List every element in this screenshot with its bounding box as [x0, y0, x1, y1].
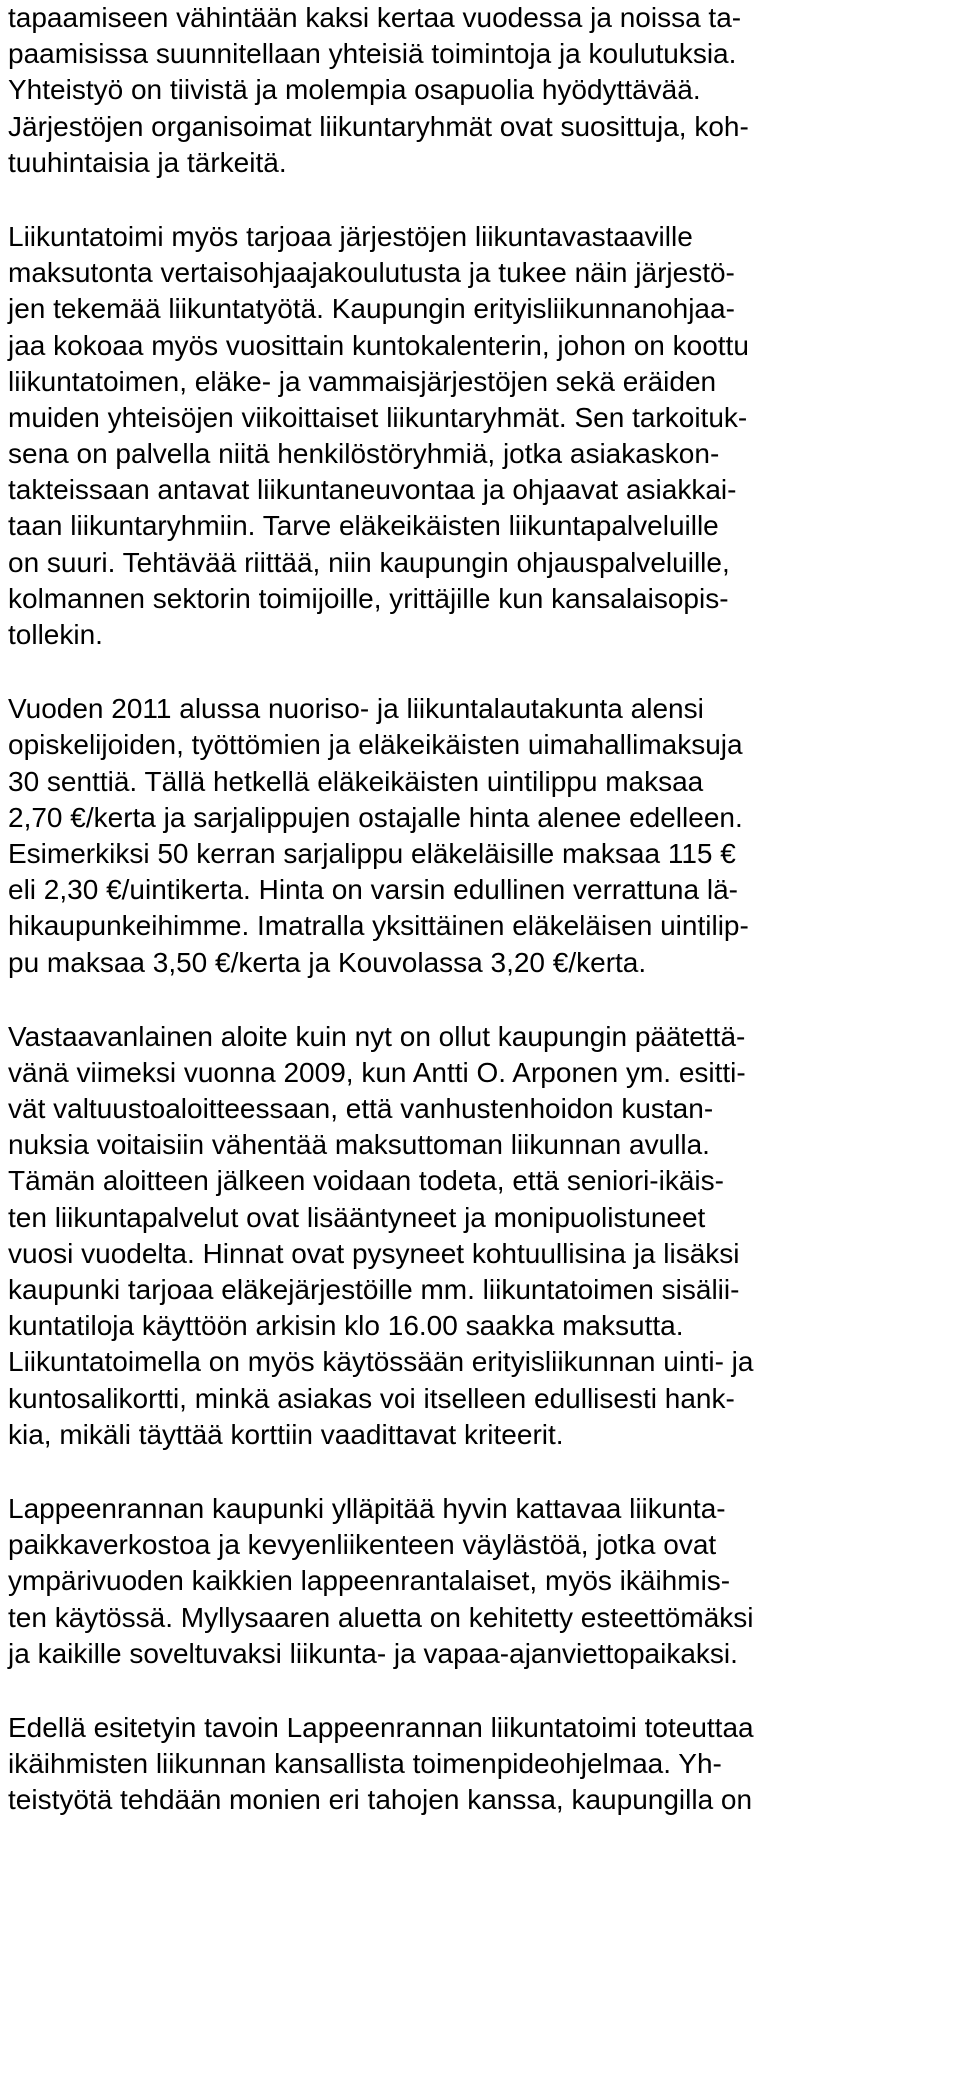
text-line: ympärivuoden kaikkien lappeenrantalaiset, myös ikäihmis-: [8, 1565, 731, 1597]
text-line: kolmannen sektorin toimijoille, yrittäjille kun kansalaisopis-: [8, 582, 729, 614]
text-line: Lappeenrannan kaupunki ylläpitää hyvin kattavaa liikunta-: [8, 1492, 726, 1524]
text-line: Esimerkiksi 50 kerran sarjalippu eläkeläisille maksaa 115 €: [8, 837, 736, 869]
text-line: tapaamiseen vähintään kaksi kertaa vuodessa ja noissa ta-: [8, 2, 742, 33]
text-line: ten liikuntapalvelut ovat lisääntyneet ja monipuolistuneet: [8, 1201, 706, 1233]
text-line: takteissaan antavat liikuntaneuvontaa ja ohjaavat asiakkai-: [8, 474, 737, 506]
text-line: Järjestöjen organisoimat liikuntaryhmät ovat suosittuja, koh-: [8, 110, 749, 142]
text-line: Tämän aloitteen jälkeen voidaan todeta, että seniori-ikäis-: [8, 1165, 724, 1197]
text-line: liikuntatoimen, eläke- ja vammaisjärjestöjen sekä eräiden: [8, 365, 717, 397]
text-line: eli 2,30 €/uintikerta. Hinta on varsin edullinen verrattuna lä-: [8, 874, 738, 906]
text-line: hikaupunkeihimme. Imatralla yksittäinen eläkeläisen uintilip-: [8, 910, 749, 942]
text-line: ten käytössä. Myllysaaren aluetta on kehitetty esteettömäksi: [8, 1601, 754, 1633]
paragraph-3: [8, 691, 954, 981]
text-line: Liikuntatoimella on myös käytössään erityisliikunnan uinti- ja: [8, 1346, 754, 1378]
text-line: muiden yhteisöjen viikoittaiset liikuntaryhmät. Sen tarkoituk-: [8, 401, 748, 433]
text-line: maksutonta vertaisohjaajakoulutusta ja tukee näin järjestö-: [8, 257, 735, 289]
text-line: ikäihmisten liikunnan kansallista toimenpideohjelmaa. Yh-: [8, 1748, 722, 1780]
text-line: 30 senttiä. Tällä hetkellä eläkeikäisten uintilippu maksaa: [8, 765, 704, 797]
paragraph-4: [8, 1019, 954, 1453]
paragraph-2: [8, 219, 954, 653]
text-line: tuuhintaisia ja tärkeitä.: [8, 146, 287, 178]
text-line: Yhteistyö on tiivistä ja molempia osapuolia hyödyttävää.: [8, 74, 701, 106]
paragraph-gap: [8, 653, 954, 691]
text-line: kuntosalikortti, minkä asiakas voi itselleen edullisesti hank-: [8, 1382, 735, 1414]
paragraph-5: [8, 1491, 954, 1672]
text-line: tollekin.: [8, 619, 103, 650]
text-line: Liikuntatoimi myös tarjoaa järjestöjen liikuntavastaaville: [8, 220, 693, 252]
text-line: vänä viimeksi vuonna 2009, kun Antti O. Arponen ym. esitti-: [8, 1056, 746, 1088]
text-line: paamisissa suunnitellaan yhteisiä toimintoja ja koulutuksia.: [8, 38, 737, 70]
paragraph-gap: [8, 1453, 954, 1491]
text-line: Vuoden 2011 alussa nuoriso- ja liikuntalautakunta alensi: [8, 693, 704, 725]
text-line: kaupunki tarjoaa eläkejärjestöille mm. liikuntatoimen sisälii-: [8, 1274, 740, 1305]
text-line: kia, mikäli täyttää korttiin vaadittavat kriteerit.: [8, 1418, 564, 1450]
text-line: vuosi vuodelta. Hinnat ovat pysyneet kohtuullisina ja lisäksi: [8, 1237, 740, 1269]
text-line: jaa kokoaa myös vuosittain kuntokalenterin, johon on koottu: [8, 329, 749, 361]
text-line: Vastaavanlainen aloite kuin nyt on ollut kaupungin päätettä-: [8, 1020, 746, 1052]
text-line: ja kaikille soveltuvaksi liikunta- ja vapaa-ajanviettopaikaksi.: [8, 1637, 738, 1669]
text-line: pu maksaa 3,50 €/kerta ja Kouvolassa 3,20 €/kerta.: [8, 946, 647, 978]
text-line: opiskelijoiden, työttömien ja eläkeikäisten uimahallimaksuja: [8, 729, 743, 761]
text-line: sena on palvella niitä henkilöstöryhmiä, jotka asiakaskon-: [8, 438, 720, 470]
paragraph-6: [8, 1710, 954, 1819]
document-page: [8, 0, 954, 1818]
paragraph-1: [8, 0, 954, 181]
paragraph-gap: [8, 981, 954, 1019]
text-line: paikkaverkostoa ja kevyenliikenteen väylästöä, jotka ovat: [8, 1529, 717, 1561]
text-line: Edellä esitetyin tavoin Lappeenrannan liikuntatoimi toteuttaa: [8, 1711, 754, 1743]
text-line: jen tekemää liikuntatyötä. Kaupungin erityisliikunnanohjaa-: [8, 293, 735, 325]
text-line: 2,70 €/kerta ja sarjalippujen ostajalle hinta alenee edelleen.: [8, 801, 743, 833]
paragraph-gap: [8, 1672, 954, 1710]
text-line: taan liikuntaryhmiin. Tarve eläkeikäisten liikuntapalveluille: [8, 510, 719, 542]
text-line: teistyötä tehdään monien eri tahojen kanssa, kaupungilla on: [8, 1784, 753, 1816]
text-line: vät valtuustoaloitteessaan, että vanhustenhoidon kustan-: [8, 1093, 714, 1125]
paragraph-gap: [8, 181, 954, 219]
text-line: kuntatiloja käyttöön arkisin klo 16.00 saakka maksutta.: [8, 1310, 684, 1342]
text-line: on suuri. Tehtävää riittää, niin kaupungin ohjauspalveluille,: [8, 546, 730, 578]
text-line: nuksia voitaisiin vähentää maksuttoman liikunnan avulla.: [8, 1129, 710, 1161]
